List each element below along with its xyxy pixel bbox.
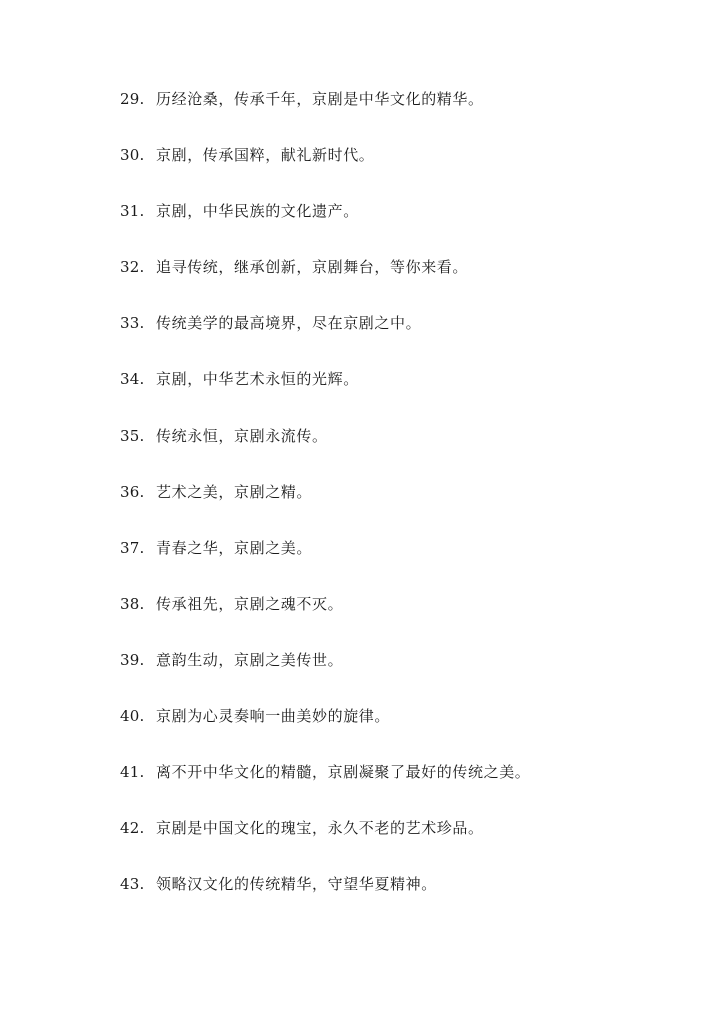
- slogan-list: [120, 84, 530, 925]
- item-text: 意韵生动，京剧之美传世。: [156, 650, 344, 669]
- item-number: 31.: [120, 202, 145, 221]
- list-item: [120, 84, 530, 140]
- item-text: 青春之华，京剧之美。: [156, 538, 313, 557]
- list-item: [120, 869, 530, 925]
- list-item: [120, 589, 530, 645]
- item-text: 传统永恒，京剧永流传。: [156, 426, 328, 445]
- list-item: [120, 421, 530, 477]
- item-text: 领略汉文化的传统精华，守望华夏精神。: [156, 875, 437, 894]
- list-item: [120, 140, 530, 196]
- item-text: 京剧，中华艺术永恒的光辉。: [156, 370, 359, 389]
- item-number: 30.: [120, 146, 145, 165]
- list-item: [120, 757, 530, 813]
- item-text: 京剧为心灵奏响一曲美妙的旋律。: [156, 707, 391, 726]
- item-text: 京剧是中国文化的瑰宝，永久不老的艺术珍品。: [156, 819, 484, 838]
- item-text: 历经沧桑，传承千年，京剧是中华文化的精华。: [156, 90, 484, 108]
- item-number: 37.: [120, 538, 145, 557]
- item-number: 38.: [120, 594, 145, 613]
- list-item: [120, 533, 530, 589]
- list-item: [120, 252, 530, 308]
- item-text: 追寻传统，继承创新，京剧舞台，等你来看。: [156, 258, 469, 277]
- item-number: 43.: [120, 875, 145, 894]
- item-text: 京剧，传承国粹，献礼新时代。: [156, 146, 375, 165]
- list-item: [120, 701, 530, 757]
- item-text: 艺术之美，京剧之精。: [156, 482, 313, 501]
- list-item: [120, 813, 530, 869]
- item-number: 39.: [120, 650, 145, 669]
- item-number: 29.: [120, 90, 145, 108]
- item-text: 京剧，中华民族的文化遗产。: [156, 202, 359, 221]
- list-item: [120, 308, 530, 364]
- item-number: 40.: [120, 707, 145, 726]
- item-text: 传承祖先，京剧之魂不灭。: [156, 594, 344, 613]
- list-item: [120, 477, 530, 533]
- item-text: 传统美学的最高境界，尽在京剧之中。: [156, 314, 422, 333]
- item-number: 42.: [120, 819, 145, 838]
- item-number: 35.: [120, 426, 145, 445]
- item-number: 36.: [120, 482, 145, 501]
- item-number: 33.: [120, 314, 145, 333]
- list-item: [120, 645, 530, 701]
- item-number: 32.: [120, 258, 145, 277]
- list-item: [120, 364, 530, 420]
- item-number: 41.: [120, 763, 145, 782]
- item-number: 34.: [120, 370, 145, 389]
- list-item: [120, 196, 530, 252]
- item-text: 离不开中华文化的精髓，京剧凝聚了最好的传统之美。: [156, 763, 531, 782]
